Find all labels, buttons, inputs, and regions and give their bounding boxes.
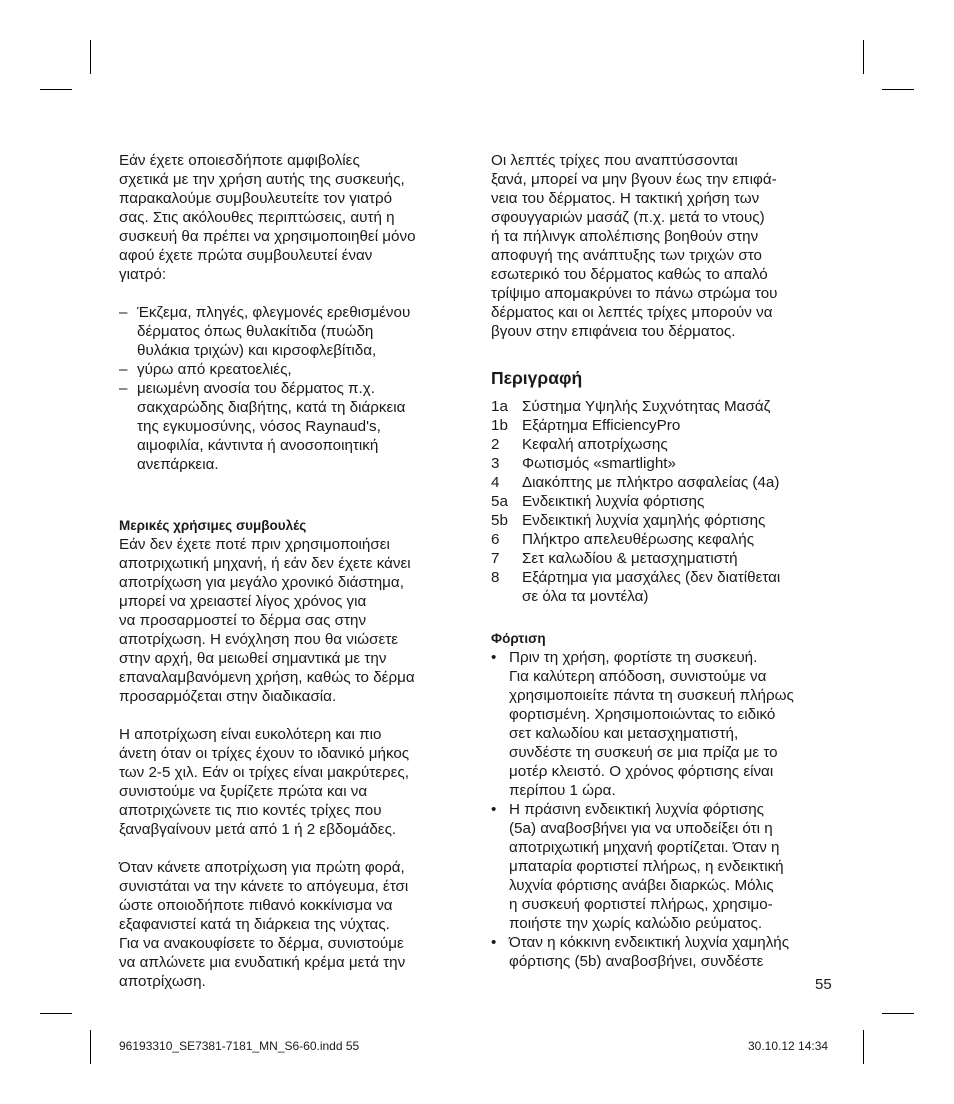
crop-mark-bottom-left-vertical [90,1030,91,1064]
left-column [119,151,467,991]
text-line: • Όταν η κόκκινη ενδεικτική λυχνία χαμηλής [509,934,790,951]
part-label: Σύστημα Υψηλής Συχνότητας Μασάζ [522,398,771,415]
part-label: Ενδεικτική λυχνία φόρτισης [522,493,705,510]
text-line: • Η πράσινη ενδεικτική λυχνία φόρτισης [509,801,764,818]
text-line: – Έκζεμα, πληγές, φλεγμονές ερεθισμένου [137,304,411,321]
text-line: Εάν έχετε οποιεσδήποτε αμφιβολίες [119,152,360,169]
part-label: Ενδεικτική λυχνία χαμηλής φόρτισης [522,512,766,529]
text-line: ώστε οποιοδήποτε πιθανό κοκκίνισμα να [119,897,393,914]
part-number: 5a [491,493,508,510]
text-line: αποτρίχωση. Η ενόχληση που θα νιώσετε [119,631,399,648]
part-item [491,416,839,435]
charging-list [491,648,839,971]
text-line: εσωτερικό του δέρματος καθώς το απαλό [491,266,768,283]
part-item [491,511,839,530]
part-number: 2 [491,436,500,453]
text-line: σας. Στις ακόλουθες περιπτώσεις, αυτή η [119,209,395,226]
text-line: δέρματος και οι λεπτές τρίχες μπορούν να [491,304,773,321]
text-line: φορτισμένη. Χρησιμοποιώντας το ειδικό [509,706,776,723]
text-line: προσαρμόζεται στην διαδικασία. [119,688,337,705]
text-line: αποτριχώνετε τις πιο κοντές τρίχες που [119,802,382,819]
part-item [491,530,839,549]
part-number: 3 [491,455,500,472]
text-line: χρησιμοποιείτε πάντα τη συσκευή πλήρως [509,687,794,704]
crop-mark-bottom-right-vertical [863,1030,864,1064]
text-line: φόρτισης (5b) αναβοσβήνει, συνδέστε [509,953,764,970]
text-line: περίπου 1 ώρα. [509,782,616,799]
text-line: εξαφανιστεί κατά τη διάρκεια της νύχτας. [119,916,390,933]
right-column [491,151,839,971]
text-line: μοτέρ κλειστό. Ο χρόνος φόρτισης είναι [509,763,774,780]
text-line: σχετικά με την χρήση αυτής της συσκευής, [119,171,405,188]
text-line: ή τα πήλινγκ απολέπισης βοηθούν στην [491,228,759,245]
text-line: ποιήστε την χωρίς καλώδιο ρεύματος. [509,915,763,932]
list-item [491,933,839,971]
crop-mark-top-left-horizontal [40,89,72,90]
part-label: Διακόπτης με πλήκτρο ασφαλείας (4a) [522,474,780,491]
part-number: 6 [491,531,500,548]
part-number: 7 [491,550,500,567]
crop-mark-top-right-vertical [863,40,864,74]
text-line: αιμοφιλία, κάντιντα ή ανοσοποιητική [137,437,379,454]
text-line: (5a) αναβοσβήνει για να υποδείξει ότι η [509,820,773,837]
text-line: να απλώνετε μια ενυδατική κρέμα μετά την [119,954,406,971]
text-line: να προσαρμοστεί το δέρμα σας στην [119,612,367,629]
list-item [491,648,839,800]
text-line: αποτριχωτική μηχανή φορτίζεται. Όταν η [509,839,780,856]
text-line: μπαταρία φορτιστεί πλήρως, η ενδεικτική [509,858,784,875]
part-item [491,397,839,416]
ingrown-hair-paragraph [491,151,839,341]
text-line: νεια του δέρματος. Η τακτική χρήση των [491,190,760,207]
part-label: Κεφαλή αποτρίχωσης [522,436,668,453]
first-time-paragraph [119,858,467,991]
part-item [491,454,839,473]
text-line: αποτριχωτική μηχανή, ή εάν δεν έχετε κάνει [119,555,411,572]
text-line: ανεπάρκεια. [137,456,219,473]
text-line: σφουγγαριών μασάζ (π.χ. μετά το ντους) [491,209,765,226]
text-line: θυλάκια τριχών) και κιρσοφλεβίτιδα, [137,342,377,359]
part-label: Εξάρτημα για μασχάλες (δεν διατίθεται [522,569,781,586]
part-item [491,473,839,492]
part-label: Πλήκτρο απελευθέρωσης κεφαλής [522,531,755,548]
text-line: Όταν κάνετε αποτρίχωση για πρώτη φορά, [119,859,405,876]
text-line: αποτρίχωση. [119,973,206,990]
list-item [119,303,467,360]
list-item [119,379,467,474]
part-item [491,492,839,511]
footer-date: 30.10.12 14:34 [748,1039,829,1053]
part-label: Εξάρτημα EfficiencyPro [522,417,681,434]
text-line: επαναλαμβανόμενη χρήση, καθώς το δέρμα [119,669,415,686]
text-line: τρίψιμο απομακρύνει το πάνω στρώμα του [491,285,778,302]
part-item [491,568,839,606]
part-label: Σετ καλωδίου & μετασχηματιστή [522,550,738,567]
tips-paragraph [119,535,467,706]
text-line: συνιστάται να την κάνετε το απόγευμα, έτσι [119,878,409,895]
text-line: – μειωμένη ανοσία του δέρματος π.χ. [137,380,375,397]
text-line: Η αποτρίχωση είναι ευκολότερη και πιο [119,726,382,743]
text-line: παρακαλούμε συμβουλευτείτε τον γιατρό [119,190,393,207]
text-line: ξανά, μπορεί να μην βγουν έως την επιφά- [491,171,777,188]
text-line: Για καλύτερη απόδοση, συνιστούμε να [509,668,767,685]
description-heading: Περιγραφή [491,368,583,388]
text-line: – γύρω από κρεατοελιές, [137,361,292,378]
part-item [491,435,839,454]
parts-list [491,397,839,606]
text-line: Εάν δεν έχετε ποτέ πριν χρησιμοποιήσει [119,536,390,553]
footer-file-name: 96193310_SE7381-7181_MN_S6-60.indd 55 [119,1039,360,1053]
part-number: 4 [491,474,500,491]
page-number: 55 [815,976,832,993]
intro-paragraph [119,151,467,284]
text-line: συσκευή θα πρέπει να χρησιμοποιηθεί μόνο [119,228,416,245]
conditions-list [119,303,467,474]
part-number: 1a [491,398,508,415]
charging-heading: Φόρτιση [491,631,546,646]
part-number: 1b [491,417,508,434]
text-line: της εγκυμοσύνης, νόσος Raynaud's, [137,418,381,435]
text-line: Οι λεπτές τρίχες που αναπτύσσονται [491,152,738,169]
list-item [491,800,839,933]
text-line: • Πριν τη χρήση, φορτίστε τη συσκευή. [509,649,758,666]
part-item [491,549,839,568]
part-number: 5b [491,512,508,529]
part-label: σε όλα τα μοντέλα) [522,588,649,605]
text-line: μπορεί να χρειαστεί λίγος χρόνος για [119,593,367,610]
part-label: Φωτισμός «smartlight» [522,455,676,472]
text-line: συνδέστε τη συσκευή σε μια πρίζα με το [509,744,778,761]
hair-length-paragraph [119,725,467,839]
text-line: ξαναβγαίνουν μετά από 1 ή 2 εβδομάδες. [119,821,397,838]
crop-mark-bottom-left-horizontal [40,1013,72,1014]
text-line: Για να ανακουφίσετε το δέρμα, συνιστούμε [119,935,404,952]
text-line: αποτρίχωση για μεγάλο χρονικό διάστημα, [119,574,404,591]
text-line: στην αρχή, θα μειωθεί σημαντικά με την [119,650,387,667]
text-line: άνετη όταν οι τρίχες έχουν το ιδανικό μήκος [119,745,410,762]
text-line: λυχνία φόρτισης ανάβει διαρκώς. Μόλις [509,877,774,894]
text-line: βγουν στην επιφάνεια του δέρματος. [491,323,736,340]
text-line: σετ καλωδίου και μετασχηματιστή, [509,725,739,742]
text-line: σακχαρώδης διαβήτης, κατά τη διάρκεια [137,399,406,416]
part-number: 8 [491,569,500,586]
crop-mark-top-right-horizontal [882,89,914,90]
text-line: γιατρό: [119,266,167,283]
text-line: αφού έχετε πρώτα συμβουλευτεί έναν [119,247,373,264]
text-line: συνιστούμε να ξυρίζετε πρώτα και να [119,783,368,800]
crop-mark-top-left-vertical [90,40,91,74]
tips-heading: Μερικές χρήσιμες συμβουλές [119,518,307,533]
text-line: δέρματος όπως θυλακίτιδα (πυώδη [137,323,374,340]
list-item [119,360,467,379]
crop-mark-bottom-right-horizontal [882,1013,914,1014]
text-line: η συσκευή φορτιστεί πλήρως, χρησιμο- [509,896,773,913]
text-line: των 2-5 χιλ. Εάν οι τρίχες είναι μακρύτερες, [119,764,409,781]
text-line: αποφυγή της ανάπτυξης των τριχών στο [491,247,762,264]
